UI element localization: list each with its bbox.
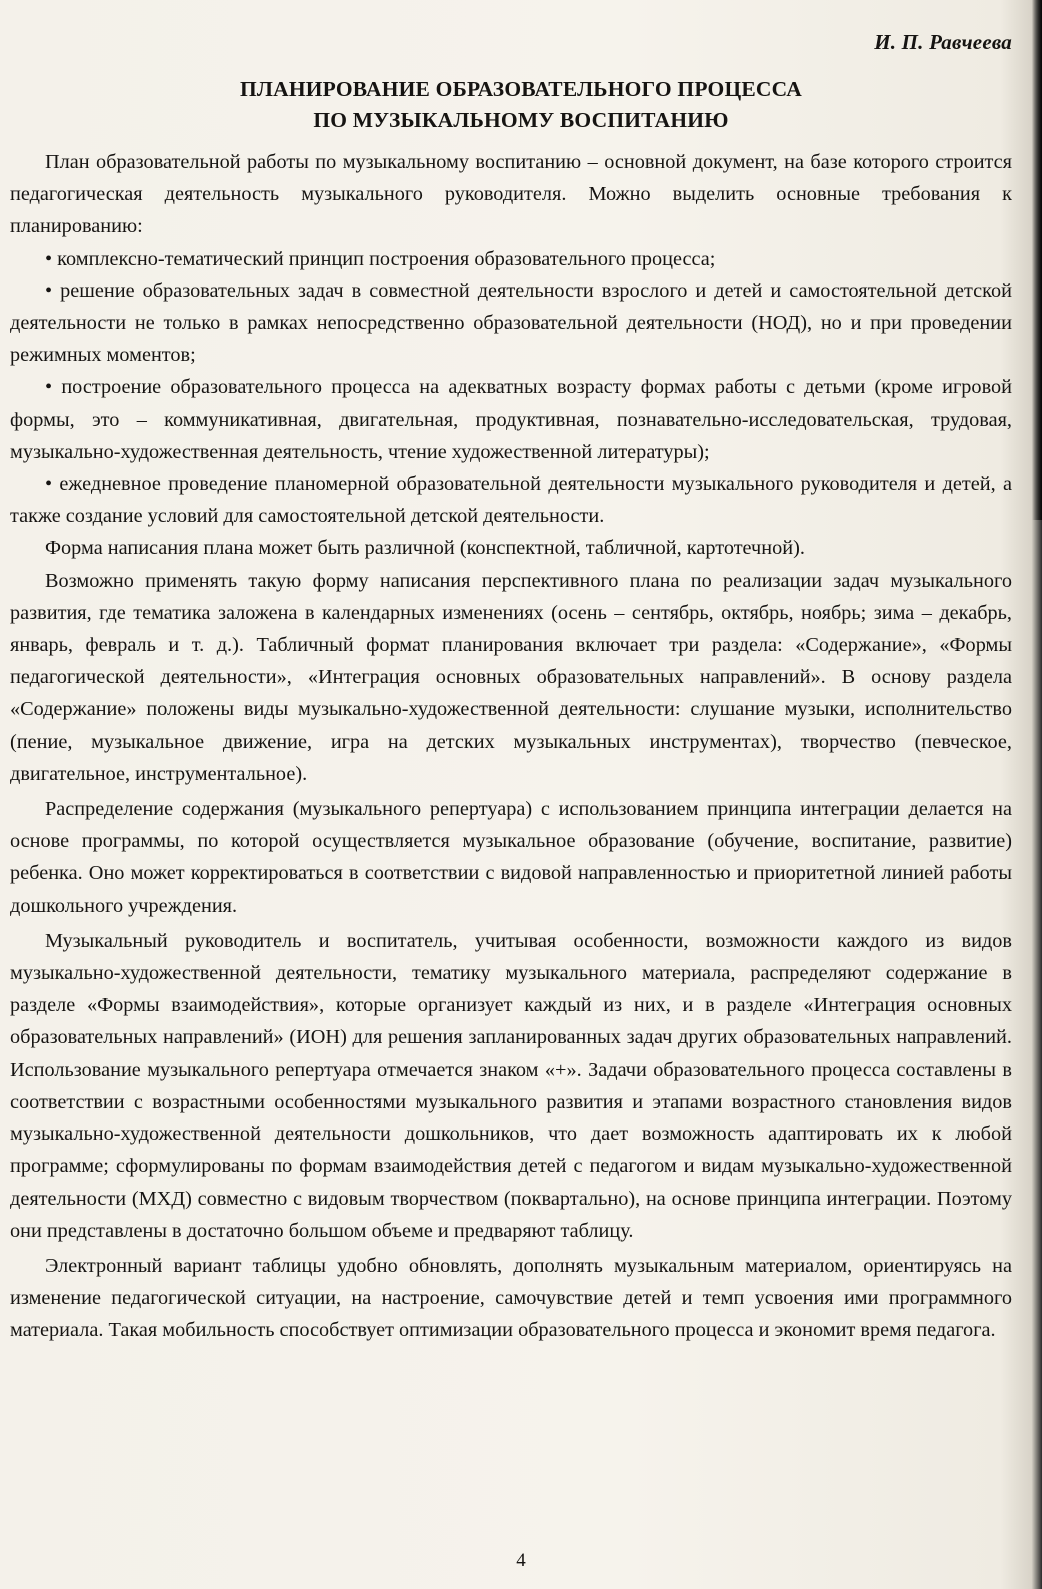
page-number: 4: [516, 1550, 526, 1571]
author-name: И. П. Равчеева: [874, 30, 1012, 54]
paragraph-perspective-plan: Возможно применять такую форму написания перспективного плана по реализации задач музыкального развития, где тематика заложена в календарных изменениях (осень – сентябрь, октябрь, ноябрь; зима – декабрь, январь, февраль и т. д.). Табличный формат планирования включает три раздела: «Содержание», «Формы педагогической деятельности», «Интеграция основных образовательных направлений». В основу раздела «Содержание» положены виды музыкально-художественной деятельности: слушание музыки, исполнительство (пение, музыкальное движение, игра на детских музыкальных инструментах), творчество (певческое, двигательное, инструментальное).: [10, 569, 1012, 785]
bullet-item-2: • решение образовательных задач в совместной деятельности взрослого и детей и самостоятельной детской деятельности не только в рамках непосредственно образовательной деятельности (НОД), но и при проведении режимных моментов;: [10, 279, 1012, 367]
paragraph-intro: План образовательной работы по музыкальному воспитанию – основной документ, на базе которого строится педагогическая деятельность музыкального руководителя. Можно выделить основные требования к планированию:: [10, 151, 1012, 238]
paragraph-music-director: Музыкальный руководитель и воспитатель, учитывая особенности, возможности каждого из видов музыкально-художественной деятельности, тематику музыкального материала, распределяют содержание в разделе «Формы взаимодействия», которые организует каждый из них, и в разделе «Интеграция основных образовательных направлений» (ИОН) для решения запланированных задач других образовательных направлений. Использование музыкального репертуара отмечается знаком «+». Задачи образовательного процесса составлены в соответствии с возрастными особенностями музыкального развития и этапами возрастного становления видов музыкально-художественной деятельности дошкольников, что дает возможность адаптировать их к любой программе; сформулированы по формам взаимодействия детей с педагогом и видам музыкально-художественной деятельности (МХД) совместно с видовым творчеством (поквартально), на основе принципа интеграции. Поэтому они представлены в достаточно большом объеме и предваряют таблицу.: [10, 929, 1012, 1242]
bullet-item-4: • ежедневное проведение планомерной образовательной деятельности музыкального руководителя и детей, а также создание условий для самостоятельной детской деятельности.: [10, 473, 1012, 528]
bullet-item-1: • комплексно-тематический принцип построения образовательного процесса;: [45, 247, 716, 270]
document-body: [10, 146, 1012, 1347]
title-line-2: ПО МУЗЫКАЛЬНОМУ ВОСПИТАНИЮ: [313, 108, 729, 132]
paragraph-electronic-table: Электронный вариант таблицы удобно обновлять, дополнять музыкальным материалом, ориентируясь на изменение педагогической ситуации, на настроение, самочувствие детей и темп усвоения ими программного материала. Такая мобильность способствует оптимизации образовательного процесса и экономит время педагога.: [10, 1254, 1012, 1342]
paragraph-distribution: Распределение содержания (музыкального репертуара) с использованием принципа интеграции делается на основе программы, по которой осуществляется музыкальное образование (обучение, воспитание, развитие) ребенка. Оно может корректироваться в соответствии с видовой направленностью и приоритетной линией работы дошкольного учреждения.: [10, 798, 1012, 917]
title-line-1: ПЛАНИРОВАНИЕ ОБРАЗОВАТЕЛЬНОГО ПРОЦЕССА: [239, 77, 803, 101]
document-title: [0, 74, 1042, 136]
bullet-item-3: • построение образовательного процесса на адекватных возрасту формах работы с детьми (кроме игровой формы, это – коммуникативная, двигательная, продуктивная, познавательно-исследовательская, трудовая, музыкально-художественная деятельность, чтение художественной литературы);: [10, 376, 1012, 463]
paragraph-plan-form: Форма написания плана может быть различной (конспектной, табличной, картотечной).: [45, 537, 805, 560]
